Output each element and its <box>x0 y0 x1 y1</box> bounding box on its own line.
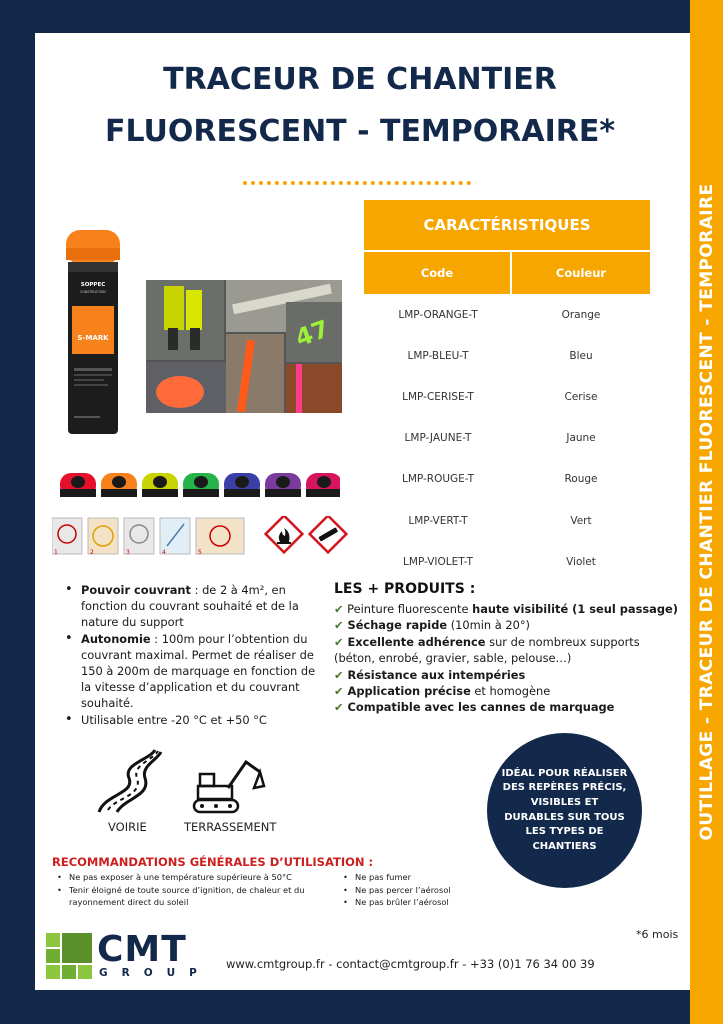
cap-swatch <box>224 473 260 497</box>
table-cell-code: LMP-VERT-T <box>408 514 468 527</box>
title-divider <box>243 181 471 185</box>
recommendations-title: RECOMMANDATIONS GÉNÉRALES D’UTILISATION : <box>52 855 374 869</box>
plus-item: ✔ Compatible avec les cannes de marquage <box>334 700 615 715</box>
spray-can-image <box>62 228 124 438</box>
table-cell-color: Rouge <box>564 473 598 486</box>
side-banner <box>690 0 723 1024</box>
table-cell-code: LMP-ORANGE-T <box>398 308 478 321</box>
plus-item: ✔ Séchage rapide (10min à 20°) <box>334 618 530 633</box>
bullet-temperature-text: Utilisable entre -20 °C et +50 °C <box>81 712 267 727</box>
plus-products-list <box>334 601 680 716</box>
check-icon: ✔ <box>334 667 344 682</box>
logo-wordmark: CMT <box>97 929 187 970</box>
ideal-use-text: IDÉAL POUR RÉALISER DES REPÈRES PRÉCIS, VISIBLES ET DURABLES SUR TOUS LES TYPES DE CHANTIERS <box>501 767 628 852</box>
cap-swatch <box>265 473 301 497</box>
list-item: • Ne pas fumer <box>340 871 520 884</box>
usage-step-1: 1 <box>54 549 58 556</box>
plus-item: ✔ Résistance aux intempéries <box>334 667 526 682</box>
ideal-use-badge <box>487 733 642 888</box>
pressurized-gas-hazard-icon <box>310 516 347 552</box>
table-col-code: Code <box>364 252 510 294</box>
plus-item: ✔ Peinture fluorescente haute visibilité (1 seul passage) <box>334 602 678 616</box>
can-brand-sub: CONSTRUCTION <box>80 290 106 294</box>
bottom-frame-bar <box>0 990 690 1024</box>
bullet-autonomy-text: : 100m pour l’obtention du couvrant maximal. Permet de réaliser de 150 à 200m de marquage en fonction de la vitesse d’application et du couvrant souhaité. <box>81 631 316 711</box>
footer-contact: www.cmtgroup.fr - contact@cmtgroup.fr - +33 (0)1 76 34 00 39 <box>226 957 595 971</box>
check-icon: ✔ <box>334 602 344 616</box>
list-item: • Tenir éloigné de toute source d’ignition, de chaleur et du rayonnement direct du soleil <box>54 884 324 909</box>
cap-color-swatches <box>58 469 340 499</box>
table-cell-color: Vert <box>570 514 592 527</box>
table-cell-code: LMP-VIOLET-T <box>403 555 473 568</box>
excavator-icon <box>190 756 268 816</box>
check-icon: ✔ <box>334 634 344 649</box>
usage-step-5: 5 <box>198 549 202 556</box>
terrassement-label: TERRASSEMENT <box>184 820 277 834</box>
cap-swatch <box>60 473 96 497</box>
table-cell-code: LMP-BLEU-T <box>407 349 469 362</box>
bullet-autonomy-title: Autonomie <box>81 631 151 646</box>
usage-step-2: 2 <box>90 549 94 556</box>
table-row <box>364 418 650 459</box>
top-frame-bar <box>0 0 690 33</box>
check-icon: ✔ <box>334 700 344 715</box>
can-product-name: S-MARK <box>77 334 109 342</box>
check-icon: ✔ <box>334 618 344 633</box>
application-photo-collage <box>146 280 342 413</box>
recommendations-right-list <box>340 871 520 909</box>
table-cell-color: Cerise <box>564 390 598 403</box>
feature-bullets <box>62 582 324 728</box>
table-row <box>364 294 650 335</box>
page-title-line2: FLUORESCENT - TEMPORAIRE* <box>104 114 616 149</box>
list-item: • Ne pas percer l’aérosol <box>340 884 520 897</box>
usage-step-4: 4 <box>162 549 166 556</box>
bullet-coverage-text: : de 2 à 4m², en fonction du couvrant souhaité et de la nature du support <box>81 583 299 630</box>
table-row <box>364 541 650 582</box>
side-banner-text: OUTILLAGE - TRACEUR DE CHANTIER FLUORESCENT - TEMPORAIRE <box>696 183 717 841</box>
footnote: *6 mois <box>636 928 679 941</box>
bullet-autonomy <box>62 631 324 712</box>
list-item: • Ne pas brûler l’aérosol <box>340 896 520 909</box>
voirie-label: VOIRIE <box>108 820 147 834</box>
can-brand: SOPPEC <box>80 282 106 288</box>
cap-swatch <box>306 473 340 497</box>
characteristics-table <box>364 294 650 582</box>
cap-swatch <box>142 473 178 497</box>
usage-step-pictograms <box>52 518 244 556</box>
plus-item: ✔ Application précise et homogène <box>334 684 551 699</box>
cap-swatch <box>183 473 219 497</box>
page-title-line1: TRACEUR DE CHANTIER <box>163 62 557 97</box>
flammable-hazard-icon <box>266 516 303 552</box>
table-row <box>364 500 650 541</box>
table-cell-code: LMP-CERISE-T <box>402 390 474 403</box>
check-icon: ✔ <box>334 684 344 699</box>
plus-item: ✔ Excellente adhérence sur de nombreux supports (béton, enrobé, gravier, sable, pelouse…) <box>334 634 640 666</box>
bullet-coverage <box>62 582 324 631</box>
table-heading: CARACTÉRISTIQUES <box>364 200 650 250</box>
table-row <box>364 376 650 417</box>
table-cell-color: Violet <box>566 555 596 568</box>
table-cell-code: LMP-ROUGE-T <box>401 473 475 486</box>
svg-text:47: 47 <box>291 314 333 353</box>
bullet-coverage-title: Pouvoir couvrant <box>81 583 191 597</box>
table-cell-color: Bleu <box>569 349 593 362</box>
plus-products-title: LES + PRODUITS : <box>334 581 476 597</box>
bullet-temperature <box>62 712 324 728</box>
table-row <box>364 459 650 500</box>
table-cell-color: Jaune <box>566 432 596 445</box>
cmt-logo-icon <box>46 933 92 979</box>
cap-swatch <box>101 473 137 497</box>
table-cell-code: LMP-JAUNE-T <box>404 432 472 445</box>
usage-step-3: 3 <box>126 549 130 556</box>
list-item: • Ne pas exposer à une température supérieure à 50°C <box>54 871 324 884</box>
usage-pictograms <box>52 516 352 556</box>
table-col-color: Couleur <box>512 252 650 294</box>
recommendations-left-list <box>54 871 324 909</box>
table-row <box>364 335 650 376</box>
left-frame-bar <box>0 0 35 1024</box>
table-cell-color: Orange <box>561 308 601 321</box>
road-icon <box>95 748 163 814</box>
logo-subtitle: GROUP <box>99 967 211 979</box>
